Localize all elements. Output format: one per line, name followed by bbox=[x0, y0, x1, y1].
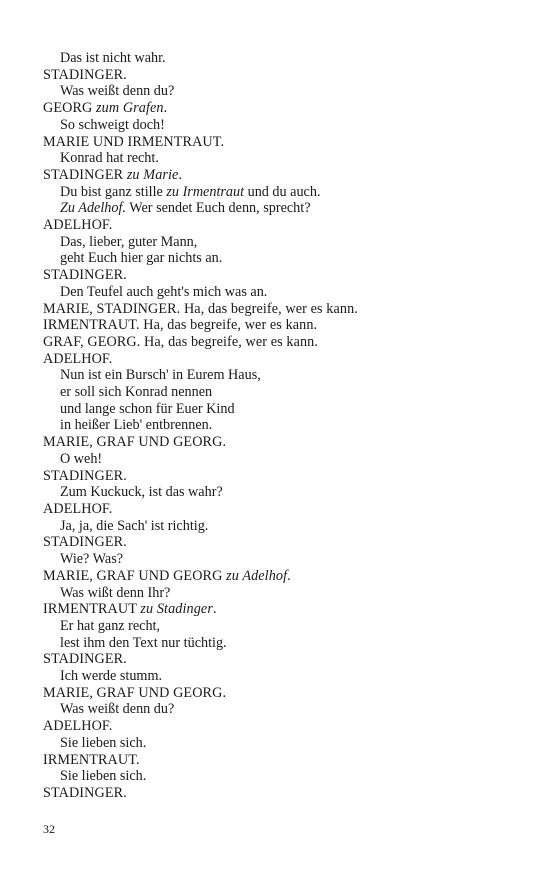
line-text: . bbox=[178, 166, 183, 183]
line-text: GEORG bbox=[43, 100, 97, 117]
line-text: Wer sendet Euch denn, sprecht? bbox=[125, 200, 311, 217]
verse-line bbox=[43, 518, 513, 535]
line-text: Was weißt denn du? bbox=[60, 701, 175, 718]
line-text: STADINGER. bbox=[43, 467, 127, 484]
verse-line bbox=[43, 50, 513, 67]
line-text: er soll sich Konrad nennen bbox=[60, 384, 213, 401]
line-text: IRMENTRAUT. bbox=[43, 751, 140, 768]
line-text: STADINGER bbox=[43, 166, 127, 183]
stage-direction: zum Grafen bbox=[96, 100, 164, 117]
line-text: Was wißt denn Ihr? bbox=[60, 584, 171, 601]
stage-direction: Zu Adelhof. bbox=[60, 200, 126, 217]
line-text: ADELHOF. bbox=[43, 500, 113, 517]
speaker-line bbox=[43, 785, 513, 802]
verse-line bbox=[43, 184, 513, 201]
speaker-line bbox=[43, 434, 513, 451]
speaker-line bbox=[43, 134, 513, 151]
verse-line bbox=[43, 635, 513, 652]
verse-line bbox=[43, 200, 513, 217]
line-text: STADINGER. bbox=[43, 534, 127, 551]
verse-line bbox=[43, 417, 513, 434]
speaker-line bbox=[43, 718, 513, 735]
verse-line bbox=[43, 668, 513, 685]
line-text: Sie lieben sich. bbox=[60, 734, 147, 751]
line-text: O weh! bbox=[60, 450, 103, 467]
line-text: STADINGER. bbox=[43, 651, 127, 668]
line-text: Wie? Was? bbox=[60, 551, 124, 568]
script-page bbox=[43, 50, 513, 802]
verse-line bbox=[43, 384, 513, 401]
speaker-line bbox=[43, 67, 513, 84]
line-text: Zum Kuckuck, ist das wahr? bbox=[60, 484, 223, 501]
line-text: in heißer Lieb' entbrennen. bbox=[60, 417, 213, 434]
speaker-line bbox=[43, 351, 513, 368]
verse-line bbox=[43, 484, 513, 501]
verse-line bbox=[43, 551, 513, 568]
speaker-line bbox=[43, 100, 513, 117]
verse-line bbox=[43, 83, 513, 100]
line-text: IRMENTRAUT. Ha, das begreife, wer es kann. bbox=[43, 317, 318, 334]
line-text: Das, lieber, guter Mann, bbox=[60, 233, 198, 250]
speaker-line bbox=[43, 651, 513, 668]
verse-line bbox=[43, 250, 513, 267]
dialogue-lines bbox=[43, 50, 513, 802]
line-text: MARIE, STADINGER. Ha, das begreife, wer es kann. bbox=[43, 300, 358, 317]
verse-line bbox=[43, 768, 513, 785]
speaker-line bbox=[43, 301, 513, 318]
line-text: Nun ist ein Bursch' in Eurem Haus, bbox=[60, 367, 261, 384]
line-text: MARIE UND IRMENTRAUT. bbox=[43, 133, 225, 150]
line-text: Ich werde stumm. bbox=[60, 668, 163, 685]
line-text: ADELHOF. bbox=[43, 718, 113, 735]
verse-line bbox=[43, 234, 513, 251]
line-text: Sie lieben sich. bbox=[60, 768, 147, 785]
stage-direction: zu Adelhof bbox=[226, 567, 288, 584]
speaker-line bbox=[43, 334, 513, 351]
line-text: und lange schon für Euer Kind bbox=[60, 400, 235, 417]
speaker-line bbox=[43, 217, 513, 234]
verse-line bbox=[43, 401, 513, 418]
line-text: MARIE, GRAF UND GEORG. bbox=[43, 684, 227, 701]
line-text: STADINGER. bbox=[43, 66, 127, 83]
line-text: So schweigt doch! bbox=[60, 116, 165, 133]
speaker-line bbox=[43, 501, 513, 518]
line-text: Was weißt denn du? bbox=[60, 83, 175, 100]
speaker-line bbox=[43, 601, 513, 618]
speaker-line bbox=[43, 685, 513, 702]
verse-line bbox=[43, 701, 513, 718]
verse-line bbox=[43, 585, 513, 602]
verse-line bbox=[43, 735, 513, 752]
line-text: . bbox=[287, 567, 291, 584]
line-text: . bbox=[163, 100, 168, 117]
verse-line bbox=[43, 150, 513, 167]
line-text: Er hat ganz recht, bbox=[60, 617, 161, 634]
verse-line bbox=[43, 367, 513, 384]
line-text: STADINGER. bbox=[43, 267, 127, 284]
page-number: 32 bbox=[43, 822, 55, 836]
verse-line bbox=[43, 284, 513, 301]
line-text: GRAF, GEORG. Ha, das begreife, wer es kann. bbox=[43, 333, 319, 350]
speaker-line bbox=[43, 468, 513, 485]
speaker-line bbox=[43, 752, 513, 769]
line-text: MARIE, GRAF UND GEORG bbox=[43, 567, 227, 584]
speaker-line bbox=[43, 317, 513, 334]
verse-line bbox=[43, 618, 513, 635]
line-text: Konrad hat recht. bbox=[60, 150, 159, 167]
stage-direction: zu Marie bbox=[126, 166, 179, 183]
speaker-line bbox=[43, 167, 513, 184]
line-text: . bbox=[212, 601, 217, 618]
line-text: Das ist nicht wahr. bbox=[60, 50, 166, 66]
line-text: und du auch. bbox=[244, 183, 321, 200]
verse-line bbox=[43, 451, 513, 468]
stage-direction: zu Stadinger bbox=[140, 601, 213, 618]
line-text: Ja, ja, die Sach' ist richtig. bbox=[60, 517, 209, 534]
line-text: Du bist ganz stille bbox=[60, 183, 167, 200]
line-text: IRMENTRAUT bbox=[43, 601, 141, 618]
line-text: geht Euch hier gar nichts an. bbox=[60, 250, 223, 267]
line-text: ADELHOF. bbox=[43, 217, 113, 234]
verse-line bbox=[43, 117, 513, 134]
line-text: STADINGER. bbox=[43, 784, 127, 801]
speaker-line bbox=[43, 267, 513, 284]
line-text: Den Teufel auch geht's mich was an. bbox=[60, 283, 268, 300]
speaker-line bbox=[43, 534, 513, 551]
speaker-line bbox=[43, 568, 513, 585]
line-text: MARIE, GRAF UND GEORG. bbox=[43, 434, 227, 451]
stage-direction: zu Irmentraut bbox=[166, 183, 245, 200]
line-text: ADELHOF. bbox=[43, 350, 113, 367]
line-text: lest ihm den Text nur tüchtig. bbox=[60, 634, 227, 651]
